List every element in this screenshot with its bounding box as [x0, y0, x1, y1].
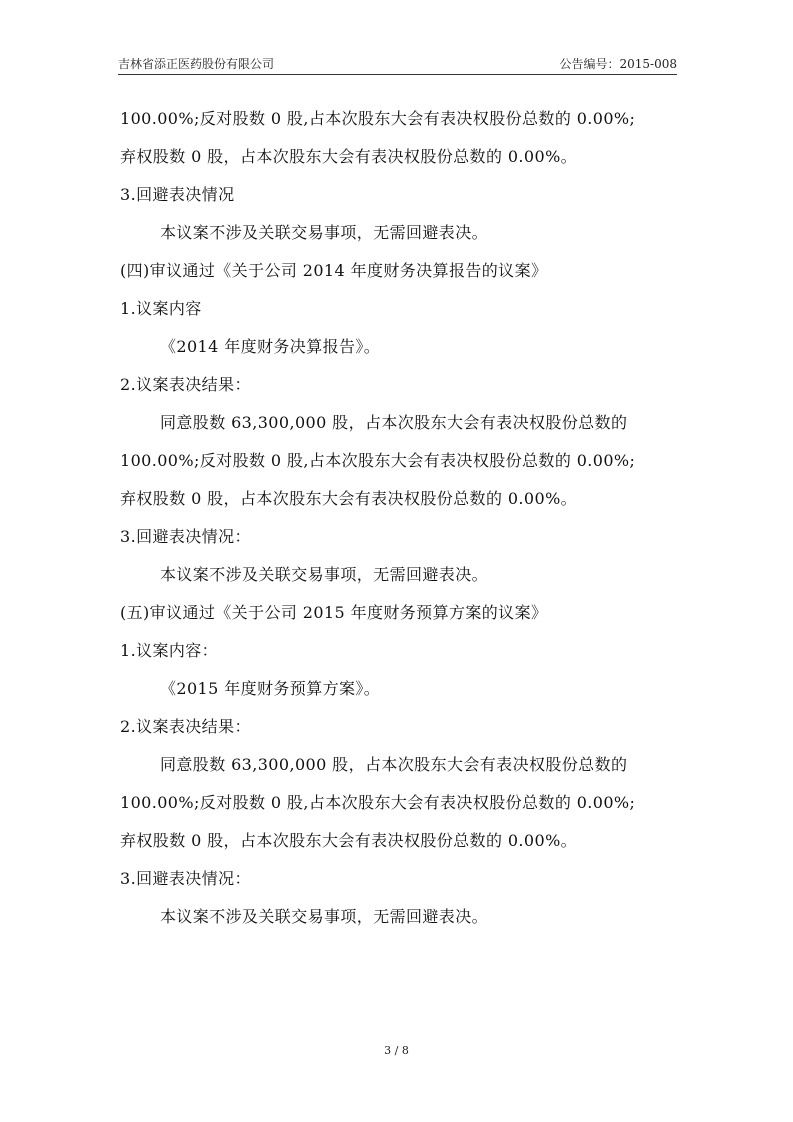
vote-result-line: 弃权股数 0 股，占本次股东大会有表决权股份总数的 0.00%。	[120, 831, 578, 850]
subsection-heading: 3.回避表决情况：	[120, 527, 251, 546]
vote-result-line: 100.00%;反对股数 0 股,占本次股东大会有表决权股份总数的 0.00%;	[120, 451, 636, 470]
page-number: 3 / 8	[384, 1044, 409, 1057]
subsection-heading: 3.回避表决情况：	[120, 869, 251, 888]
vote-result-line: 同意股数 63,300,000 股，占本次股东大会有表决权股份总数的	[160, 413, 628, 432]
announcement-number: 公告编号：2015-008	[559, 57, 677, 71]
vote-result-line: 弃权股数 0 股，占本次股东大会有表决权股份总数的 0.00%。	[120, 489, 578, 508]
subsection-heading: 3.回避表决情况	[120, 185, 235, 204]
subsection-heading: 1.议案内容	[120, 299, 202, 318]
section-heading: (五)审议通过《关于公司 2015 年度财务预算方案的议案》	[120, 603, 548, 622]
paragraph: 本议案不涉及关联交易事项，无需回避表决。	[160, 907, 489, 926]
section-heading: (四)审议通过《关于公司 2014 年度财务决算报告的议案》	[120, 261, 548, 280]
paragraph: 本议案不涉及关联交易事项，无需回避表决。	[160, 565, 489, 584]
vote-result-line: 100.00%;反对股数 0 股,占本次股东大会有表决权股份总数的 0.00%;	[120, 793, 636, 812]
vote-result-line: 同意股数 63,300,000 股，占本次股东大会有表决权股份总数的	[160, 755, 628, 774]
subsection-heading: 2.议案表决结果：	[120, 717, 251, 736]
paragraph: 本议案不涉及关联交易事项，无需回避表决。	[160, 223, 489, 242]
vote-result-line: 100.00%;反对股数 0 股,占本次股东大会有表决权股份总数的 0.00%;	[120, 109, 636, 128]
paragraph: 《2015 年度财务预算方案》。	[160, 679, 381, 698]
company-name: 吉林省添正医药股份有限公司	[118, 57, 275, 71]
subsection-heading: 1.议案内容：	[120, 641, 219, 660]
page-header	[118, 56, 677, 75]
vote-result-line: 弃权股数 0 股，占本次股东大会有表决权股份总数的 0.00%。	[120, 147, 578, 166]
paragraph: 《2014 年度财务决算报告》。	[160, 337, 381, 356]
subsection-heading: 2.议案表决结果：	[120, 375, 251, 394]
document-body	[120, 100, 677, 936]
